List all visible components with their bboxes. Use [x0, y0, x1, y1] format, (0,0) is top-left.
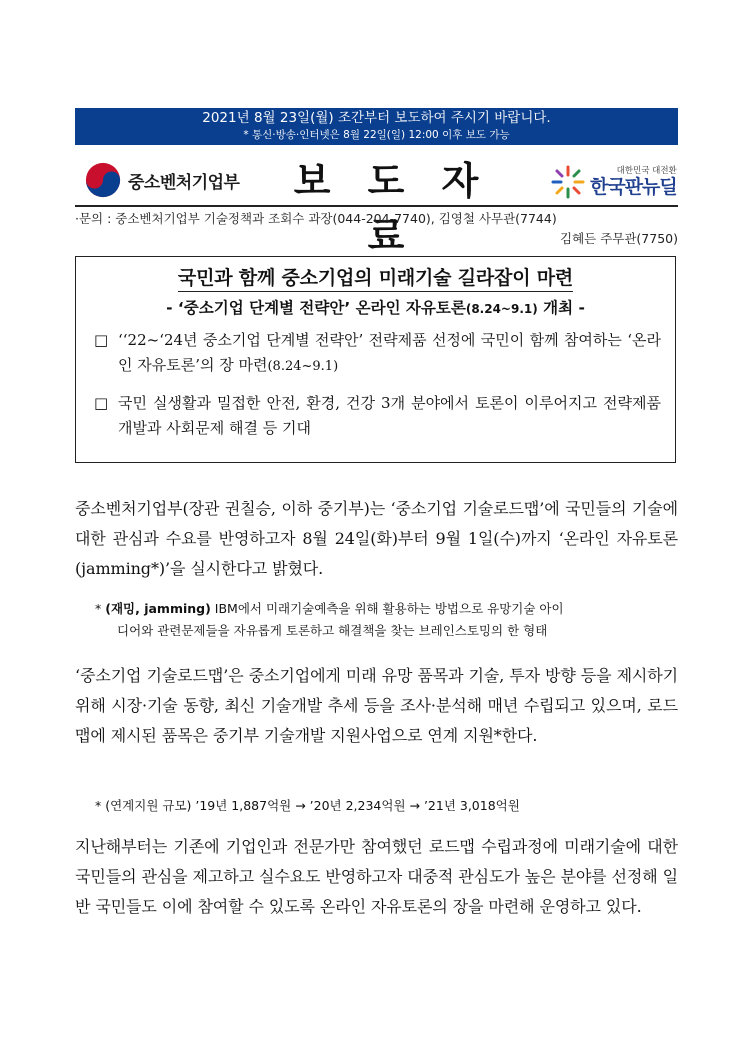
newdeal-logo: [550, 160, 677, 204]
body-paragraph-1: 중소벤처기업부(장관 권칠승, 이하 중기부)는 ‘중소기업 기술로드맵’에 국민들의 기술에 대한 관심과 수요를 반영하고자 8월 24일(화)부터 9월 1일(수)까지 ‘온라인 자유토론(jamming*)’을 실시한다고 밝혔다.: [75, 499, 678, 578]
contact-line-2: 김혜든 주무관(7750): [560, 231, 678, 246]
header-divider: [75, 205, 678, 207]
headline-title: 국민과 함께 중소기업의 미래기술 길라잡이 마련: [76, 263, 675, 290]
taegeuk-emblem-icon: [84, 161, 122, 199]
ministry-logo: [84, 158, 239, 202]
newdeal-tagline: 대한민국 대전환: [616, 166, 677, 176]
embargo-banner: [75, 108, 678, 145]
contact-line-1: ·문의 : 중소벤처기업부 기술정책과 조회수 과장(044-204-7740), 김영철 사무관(7744): [75, 211, 557, 226]
ministry-name: 중소벤처기업부: [128, 172, 240, 193]
embargo-line-1: 2021년 8월 23일(월) 조간부터 보도하여 주시기 바랍니다.: [202, 110, 551, 126]
embargo-line-2: * 통신·방송·인터넷은 8월 22일(일) 12:00 이후 보도 가능: [243, 129, 510, 141]
headline-subtitle: - ‘중소기업 단계별 전략안’ 온라인 자유토론(8.24~9.1) 개최 -: [166, 299, 585, 317]
footnote-support-scale: * (연계지원 규모) ’19년 1,887억원 → ’20년 2,234억원 → ’21년 3,018억원: [95, 798, 520, 813]
checkbox-square-icon: □: [94, 394, 109, 412]
newdeal-name: 한국판뉴딜: [590, 176, 677, 198]
press-release-title: 보 도 자 료: [293, 158, 491, 258]
body-paragraph-2: ‘중소기업 기술로드맵’은 중소기업에게 미래 유망 품목과 기술, 투자 방향 등을 제시하기 위해 시장·기술 동향, 최신 기술개발 추세 등을 조사·분석해 매년 수립되고 있으며, 로드맵에 제시된 품목은 중기부 기술개발 지원사업으로 연계 지원*한다.: [75, 666, 678, 745]
headline-bullet: □ 국민 실생활과 밀접한 안전, 환경, 건강 3개 분야에서 토론이 이루어지고 전략제품 개발과 사회문제 해결 등 기대: [94, 391, 661, 441]
headline-bullet: □ ‘‘22~‘24년 중소기업 단계별 전략안’ 전략제품 선정에 국민이 함께 참여하는 ‘온라인 자유토론’의 장 마련(8.24~9.1): [94, 328, 661, 379]
checkbox-square-icon: □: [94, 331, 109, 349]
headline-box: [75, 256, 676, 463]
footnote-jamming: * (재밍, jamming) IBM에서 미래기술예측을 위해 활용하는 방법으로 유망기술 아이 디어와 관련문제들을 자유롭게 토론하고 해결책을 찾는 브레인스토밍의 한 형태: [95, 601, 564, 638]
newdeal-burst-icon: [550, 164, 586, 200]
contact-info: [75, 209, 678, 249]
body-paragraph-3: 지난해부터는 기존에 기업인과 전문가만 참여했던 로드맵 수립과정에 미래기술에 대한 국민들의 관심을 제고하고 실수요도 반영하고자 대중적 관심도가 높은 분야를 선정해 일반 국민들도 이에 참여할 수 있도록 온라인 자유토론의 장을 마련해 운영하고 있다.: [75, 837, 678, 916]
